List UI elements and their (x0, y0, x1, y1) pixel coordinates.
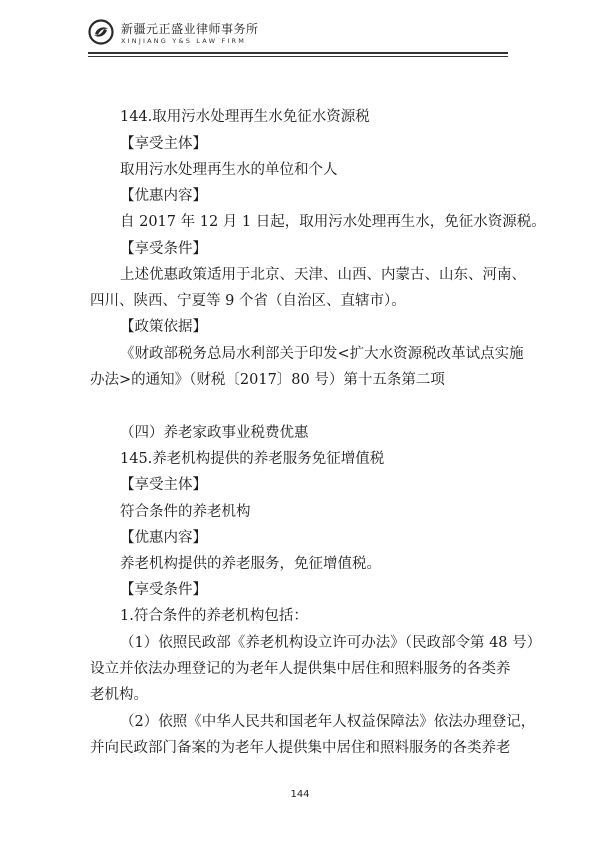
label-policy-basis: 【政策依据】 (120, 319, 207, 335)
section-heading-144: 144.取用污水处理再生水免征水资源税 (120, 109, 370, 125)
firm-name-english: XINJIANG Y&S LAW FIRM (121, 37, 247, 45)
paragraph-line: 取用污水处理再生水的单位和个人 (120, 162, 338, 178)
firm-logo-icon (88, 19, 114, 45)
paragraph-line: 办法>的通知》（财税〔2017〕80 号）第十五条第二项 (90, 372, 445, 388)
label-conditions: 【享受条件】 (120, 241, 207, 257)
letterhead (0, 0, 600, 60)
paragraph-line: 自 2017 年 12 月 1 日起，取用污水处理再生水，免征水资源税。 (120, 214, 546, 230)
label-beneficiary: 【享受主体】 (120, 477, 207, 493)
paragraph-line: 《财政部税务总局水利部关于印发<扩大水资源税改革试点实施 (120, 346, 524, 362)
page-number: 144 (290, 789, 310, 800)
paragraph-line: 并向民政部门备案的为老年人提供集中居住和照料服务的各类养老 (90, 740, 511, 756)
paragraph-line: 老机构。 (90, 687, 148, 703)
paragraph-line: （1）依照民政部《养老机构设立许可办法》（民政部令第 48 号） (120, 635, 542, 651)
header-rule-thick (88, 52, 508, 54)
paragraph-line: 四川、陕西、宁夏等 9 个省（自治区、直辖市）。 (90, 293, 406, 309)
label-benefit: 【优惠内容】 (120, 188, 207, 204)
paragraph-line: 养老机构提供的养老服务，免征增值税。 (120, 556, 381, 572)
paragraph-line: 符合条件的养老机构 (120, 504, 251, 520)
section-heading-145: 145.养老机构提供的养老服务免征增值税 (120, 451, 385, 467)
firm-name-chinese: 新疆元正盛业律师事务所 (121, 22, 259, 36)
paragraph-line: 设立并依法办理登记的为老年人提供集中居住和照料服务的各类养 (90, 661, 511, 677)
label-beneficiary: 【享受主体】 (120, 136, 207, 152)
paragraph-line: （2）依照《中华人民共和国老年人权益保障法》依法办理登记， (120, 714, 536, 730)
subsection-heading: （四）养老家政事业税费优惠 (120, 425, 309, 441)
header-rule-thin (88, 56, 508, 57)
paragraph-line: 1.符合条件的养老机构包括： (120, 608, 308, 624)
label-conditions: 【享受条件】 (120, 582, 207, 598)
paragraph-line: 上述优惠政策适用于北京、天津、山西、内蒙古、山东、河南、 (120, 267, 526, 283)
label-benefit: 【优惠内容】 (120, 530, 207, 546)
